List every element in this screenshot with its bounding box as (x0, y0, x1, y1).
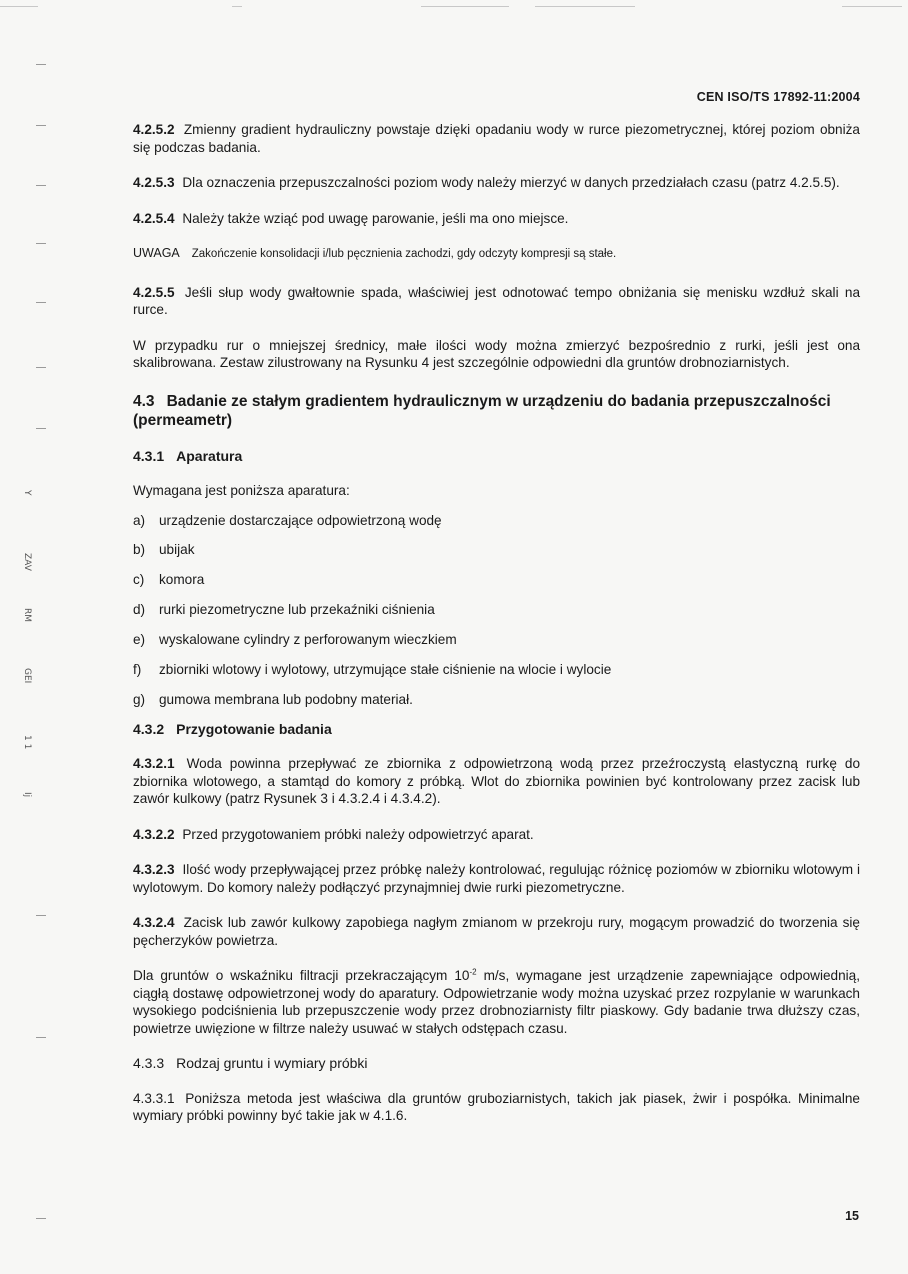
paragraph-text: Dla gruntów o wskaźniku filtracji przekraczającym 10 (133, 968, 470, 984)
note (133, 245, 860, 264)
exponent: -2 (469, 967, 477, 977)
list-marker: f) (133, 661, 142, 677)
margin-glyph: Ij (22, 792, 32, 798)
clause-number: 4.3.2.1 (133, 756, 175, 772)
paragraph-filtration (133, 967, 860, 1037)
list-item-text: wyskalowane cylindry z perforowanym wieczkiem (159, 632, 457, 648)
margin-glyph: RM (22, 608, 32, 623)
list-item-text: rurki piezometryczne lub przekaźniki ciśnienia (159, 602, 435, 618)
list-item-text: zbiorniki wlotowy i wylotowy, utrzymujące stałe ciśnienie na wlocie i wylocie (159, 661, 612, 677)
heading-number: 4.3.1 (133, 447, 165, 464)
margin-tick (36, 428, 46, 429)
heading-number: 4.3 (133, 392, 155, 410)
scan-edge-top (0, 6, 908, 7)
clause-4255 (133, 284, 860, 319)
standard-reference: CEN ISO/TS 17892-11:2004 (696, 90, 860, 104)
margin-tick (36, 302, 46, 303)
clause-text: Poniższa metoda jest właściwa dla gruntów gruboziarnistych, takich jak piasek, żwir i pospółka. Minimalne wymiary próbki powinny być takie jak w 4.1.6. (133, 1090, 860, 1124)
clause-number: 4.2.5.5 (133, 284, 175, 300)
clause-text: Zacisk lub zawór kulkowy zapobiega nagłym zmianom w przekroju rury, mogącym prowadzić do tworzenia się pęcherzyków powietrza. (133, 915, 860, 948)
list-marker: a) (133, 512, 146, 528)
subsection-heading-433 (133, 1055, 860, 1073)
margin-tick (36, 243, 46, 244)
section-heading-43 (133, 392, 860, 430)
page-number: 15 (845, 1209, 859, 1223)
list-marker: b) (133, 542, 146, 558)
clause-4323 (133, 861, 860, 896)
clause-number: 4.3.2.4 (133, 915, 175, 931)
clause-4324 (133, 914, 860, 949)
clause-text: Woda powinna przepływać ze zbiornika z odpowietrzoną wodą przez przeźroczystą elastyczną rurkę do zbiornika wlotowego, a stamtąd do komory z próbką. Wlot do zbiornika powinien być kontrolowany przez zacisk lub zawór kulkowy (patrz Rysunek 3 i 4.3.2.4 i 4.3.4.2). (133, 756, 861, 807)
margin-glyph: Y (22, 490, 32, 496)
heading-text: Przygotowanie badania (176, 720, 332, 737)
list-item (133, 601, 860, 619)
clause-number: 4.2.5.3 (133, 175, 175, 190)
note-text: Zakończenie konsolidacji i/lub pęcznienia zachodzi, gdy odczyty kompresji są stałe. (191, 248, 617, 260)
list-marker: c) (133, 572, 145, 588)
heading-number: 4.3.3 (133, 1055, 165, 1072)
paragraph-text: m/s, wymagane jest urządzenie zapewniające odpowiednią, ciągłą dostawę odpowietrzonej wody do aparatury. Odpowietrzanie wody można uzyskać przez rozpylanie w warunkach wysokiego podciśnienia lub przepuszczenie wody przez drobnoziarnisty filtr piaskowy. Gdy badanie trwa dłuższy czas, powietrze uwięzione w filtrze należy usuwać w stałych odstępach czasu. (133, 968, 860, 1036)
page-content (133, 121, 860, 1143)
list-marker: g) (133, 691, 146, 707)
clause-number: 4.2.5.4 (133, 210, 175, 226)
list-item (133, 571, 860, 589)
margin-tick (36, 1037, 46, 1038)
margin-tick (36, 64, 46, 65)
margin-glyph: 1 1 (22, 735, 32, 750)
note-label: UWAGA (133, 246, 180, 260)
clause-4321 (133, 755, 860, 808)
paragraph-small-tubes: W przypadku rur o mniejszej średnicy, małe ilości wody można zmierzyć bezpośrednio z rurki, jeśli jest ona skalibrowana. Zestaw zilustrowany na Rysunku 4 jest szczególnie odpowiedni dla gruntów drobnoziarnistych. (133, 337, 860, 370)
margin-tick (36, 915, 46, 916)
clause-text: Dla oznaczenia przepuszczalności poziom wody należy mierzyć w danych przedziałach czasu (patrz 4.2.5.5). (182, 175, 840, 190)
subsection-heading-432 (133, 721, 860, 739)
clause-4253 (133, 174, 860, 192)
heading-text: Aparatura (176, 447, 243, 464)
margin-tick (36, 185, 46, 186)
clause-4331 (133, 1090, 860, 1125)
margin-tick (36, 1218, 46, 1219)
clause-4254 (133, 210, 860, 228)
list-item (133, 691, 860, 709)
margin-tick (36, 367, 46, 368)
clause-number: 4.3.3.1 (133, 1090, 175, 1106)
list-item (133, 631, 860, 649)
heading-text: Rodzaj gruntu i wymiary próbki (176, 1055, 368, 1072)
list-marker: e) (133, 632, 146, 648)
clause-text: Zmienny gradient hydrauliczny powstaje dzięki opadaniu wody w rurce piezometrycznej, której poziom obniża się podczas badania. (133, 122, 860, 155)
list-item (133, 512, 860, 530)
list-item-text: urządzenie dostarczające odpowietrzoną wodę (159, 512, 442, 528)
clause-number: 4.2.5.2 (133, 122, 175, 137)
list-item (133, 541, 860, 559)
apparatus-intro: Wymagana jest poniższa aparatura: (133, 483, 350, 498)
heading-text: Badanie ze stałym gradientem hydraulicznym w urządzeniu do badania przepuszczalności (permeametr) (133, 392, 831, 429)
clause-text: Przed przygotowaniem próbki należy odpowietrzyć aparat. (182, 826, 534, 842)
margin-glyph: GEI (22, 668, 32, 684)
list-item-text: ubijak (159, 542, 195, 558)
clause-4252 (133, 121, 860, 156)
subsection-heading-431 (133, 448, 860, 466)
clause-text: Należy także wziąć pod uwagę parowanie, jeśli ma ono miejsce. (182, 210, 569, 226)
clause-number: 4.3.2.2 (133, 826, 175, 842)
clause-text: Ilość wody przepływającej przez próbkę należy kontrolować, regulując różnicę poziomów w zbiorniku wlotowym i wylotowym. Do komory należy podłączyć przynajmniej dwie rurki piezometryczne. (133, 862, 860, 895)
clause-4322 (133, 826, 860, 844)
margin-glyph: ZAV (22, 553, 32, 571)
margin-tick (36, 125, 46, 126)
list-item-text: komora (159, 572, 205, 588)
clause-text: Jeśli słup wody gwałtownie spada, właściwiej jest odnotować tempo obniżania się menisku wzdłuż skali na rurce. (133, 284, 861, 317)
list-marker: d) (133, 602, 146, 618)
list-item (133, 661, 860, 679)
heading-number: 4.3.2 (133, 720, 165, 737)
list-item-text: gumowa membrana lub podobny materiał. (159, 691, 413, 707)
clause-number: 4.3.2.3 (133, 862, 175, 878)
apparatus-list (133, 512, 860, 709)
